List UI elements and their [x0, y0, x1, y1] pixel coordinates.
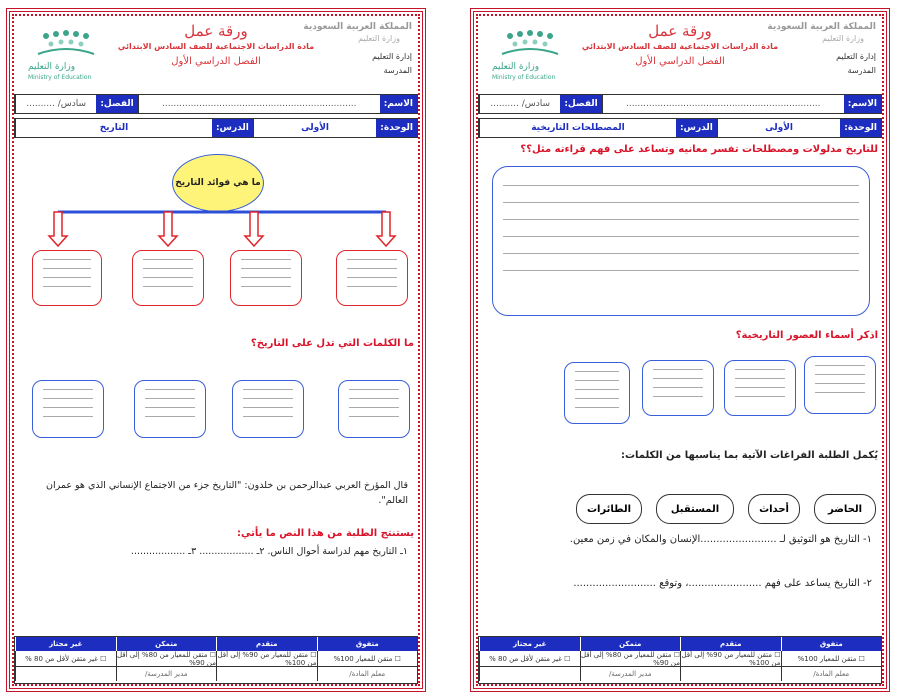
- name-label: الاسم:: [380, 95, 417, 113]
- term-line: الفصل الدراسي الأول: [171, 56, 261, 67]
- level-label: غير مجتاز: [15, 637, 116, 651]
- admin-label: إدارة التعليم: [372, 52, 412, 61]
- word-chip[interactable]: أحداث: [748, 494, 800, 524]
- answer-box[interactable]: [336, 250, 408, 306]
- answer-box[interactable]: [32, 250, 102, 306]
- name-bar: [14, 94, 418, 114]
- logo-en: Ministry of Education: [492, 74, 556, 81]
- lesson-value: المصطلحات التاريخية: [479, 119, 676, 137]
- answer-box-large[interactable]: [492, 166, 870, 316]
- logo-text: وزارة التعليم: [492, 62, 540, 72]
- subject-line: مادة الدراسات الاجتماعية للصف السادس الابتدائي: [581, 42, 779, 51]
- header: [14, 16, 418, 94]
- unit-label: الوحدة:: [840, 119, 881, 137]
- level-checkbox[interactable]: ☐ غير متقن لأقل من 80 %: [15, 651, 116, 667]
- answer-box[interactable]: [642, 360, 714, 416]
- level-label: متمكن: [580, 637, 681, 651]
- name-field[interactable]: ....................................................................: [138, 95, 380, 113]
- school-label: المدرسة: [383, 66, 412, 75]
- lesson-value: التاريخ: [15, 119, 212, 137]
- answer-box[interactable]: [132, 250, 204, 306]
- lesson-label: الدرس:: [212, 119, 253, 137]
- answer-box[interactable]: [134, 380, 206, 438]
- infer-line[interactable]: ١ـ التاريخ مهم لدراسة أحوال الناس. ٢ـ .................. ٣ـ ..................: [130, 546, 408, 557]
- answer-box[interactable]: [232, 380, 304, 438]
- level-label: متقدم: [216, 637, 317, 651]
- worksheet-title: ورقة عمل: [648, 22, 712, 40]
- term-line: الفصل الدراسي الأول: [635, 56, 725, 67]
- answer-box[interactable]: [564, 362, 630, 424]
- signature-blank: [479, 667, 580, 681]
- answer-box[interactable]: [32, 380, 104, 438]
- arrow-connector: [14, 206, 414, 256]
- answer-box[interactable]: [338, 380, 410, 438]
- unit-bar: [14, 118, 418, 138]
- level-checkbox[interactable]: ☐ متقن للمعيار من 80% إلى أقل من 90%: [116, 650, 216, 667]
- teacher-signature: معلم المادة/: [317, 667, 418, 681]
- signature-blank: [15, 667, 116, 681]
- level-checkbox[interactable]: ☐ متقن للمعيار من 90% إلى أقل من 100%: [217, 650, 317, 667]
- class-label: الفصل:: [96, 95, 137, 113]
- class-field[interactable]: سادس/ ..........: [15, 95, 96, 113]
- assessment-footer: [478, 636, 882, 684]
- level-checkbox[interactable]: ☐ غير متقن لأقل من 80 %: [479, 651, 580, 667]
- question-words: ما الكلمات التي تدل على التاريخ؟: [250, 338, 414, 349]
- ministry-name: المملكة العربية السعودية: [303, 22, 412, 32]
- unit-value: الأولى: [717, 119, 840, 137]
- level-checkbox[interactable]: ☐ متقن للمعيار من 80% إلى أقل من 90%: [580, 650, 680, 667]
- teacher-signature: معلم المادة/: [781, 667, 882, 681]
- ministry-sub: وزارة التعليم: [358, 34, 400, 43]
- admin-label: إدارة التعليم: [836, 52, 876, 61]
- level-checkbox[interactable]: ☐ متقن للمعيار من 90% إلى أقل من 100%: [681, 650, 781, 667]
- word-chip[interactable]: المستقبل: [656, 494, 734, 524]
- sentence-1[interactable]: ١- التاريخ هو التوثيق لـ ........................الإنسان والمكان في زمن معين.: [569, 534, 872, 545]
- assessment-footer: [14, 636, 418, 684]
- lesson-label: الدرس:: [676, 119, 717, 137]
- name-label: الاسم:: [844, 95, 881, 113]
- level-label: متفوق: [317, 637, 418, 651]
- ministry-logo-icon: [490, 26, 570, 66]
- subject-line: مادة الدراسات الاجتماعية للصف السادس الابتدائي: [117, 42, 315, 51]
- question-meaning: للتاريخ مدلولات ومصطلحات تفسر معانيه وتساعد على فهم قراءته مثل؟؟: [520, 144, 878, 155]
- question-fill: يُكمل الطلبة الفراغات الآتية بما يناسبها من الكلمات:: [620, 450, 878, 461]
- class-field[interactable]: سادس/ ..........: [479, 95, 560, 113]
- unit-bar: [478, 118, 882, 138]
- word-chip[interactable]: الحاضر: [814, 494, 876, 524]
- logo-en: Ministry of Education: [28, 74, 92, 81]
- answer-box[interactable]: [804, 356, 876, 414]
- worksheet-right: [470, 8, 890, 692]
- unit-value: الأولى: [253, 119, 376, 137]
- signature-blank: [216, 667, 317, 681]
- level-label: متقدم: [680, 637, 781, 651]
- principal-signature: مدير المدرسة/: [580, 667, 681, 681]
- signature-blank: [680, 667, 781, 681]
- logo-text: وزارة التعليم: [28, 62, 76, 72]
- header: [478, 16, 882, 94]
- answer-box[interactable]: [724, 360, 796, 416]
- worksheet-title: ورقة عمل: [184, 22, 248, 40]
- level-label: غير مجتاز: [479, 637, 580, 651]
- school-label: المدرسة: [847, 66, 876, 75]
- unit-label: الوحدة:: [376, 119, 417, 137]
- question-eras: اذكر أسماء العصور التاريخية؟: [735, 330, 878, 341]
- name-field[interactable]: ....................................................................: [602, 95, 844, 113]
- word-chip[interactable]: الطائرات: [576, 494, 642, 524]
- level-checkbox[interactable]: ☐ متقن للمعيار 100%: [781, 651, 882, 667]
- level-label: متمكن: [116, 637, 217, 651]
- center-bubble: ما هي فوائد التاريخ: [172, 154, 264, 212]
- principal-signature: مدير المدرسة/: [116, 667, 217, 681]
- level-checkbox[interactable]: ☐ متقن للمعيار 100%: [317, 651, 418, 667]
- worksheet-left: [6, 8, 426, 692]
- question-infer: يستنتج الطلبة من هذا النص ما يأتي:: [237, 528, 414, 539]
- class-label: الفصل:: [560, 95, 601, 113]
- quote-paragraph: قال المؤرخ العربي عبدالرحمن بن خلدون: "التاريخ جزء من الاجتماع الإنساني الذي هو عمران العالم".: [45, 480, 408, 507]
- ministry-name: المملكة العربية السعودية: [767, 22, 876, 32]
- level-label: متفوق: [781, 637, 882, 651]
- ministry-sub: وزارة التعليم: [822, 34, 864, 43]
- answer-box[interactable]: [230, 250, 302, 306]
- sentence-2[interactable]: ٢- التاريخ يساعد على فهم .......................، وتوقع ..........................: [573, 578, 872, 589]
- name-bar: [478, 94, 882, 114]
- ministry-logo-icon: [26, 26, 106, 66]
